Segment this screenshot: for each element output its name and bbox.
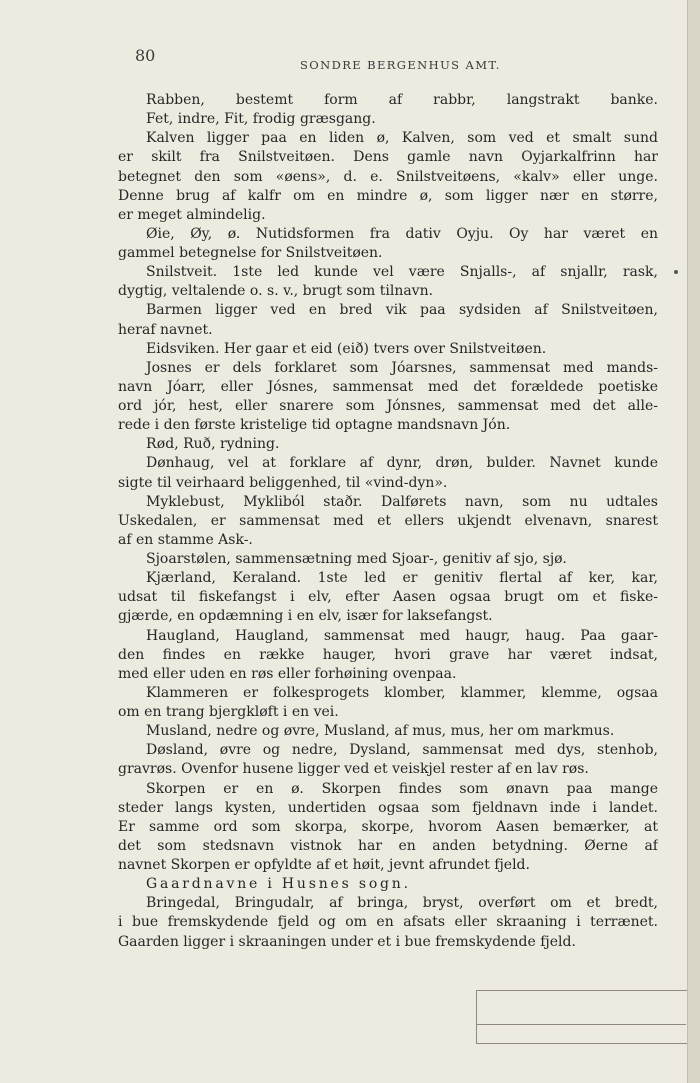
text-line: Josnes er dels forklaret som Jóarsnes, sammensat med mands- bbox=[146, 359, 658, 376]
text-line: Skorpen er en ø. Skorpen findes som ønavn paa mange bbox=[146, 780, 658, 797]
text-line: sigte til veirhaard beliggenhed, til «vind-dyn». bbox=[118, 474, 448, 491]
text-line: gravrøs. Ovenfor husene ligger ved et veiskjel rester af en lav røs. bbox=[118, 761, 589, 778]
text-line: Bringedal, Bringudalr, af bringa, bryst, overført om et bredt, bbox=[146, 895, 658, 912]
page-number: 80 bbox=[135, 46, 156, 65]
text-line: steder langs kysten, undertiden ogsaa som fjeldnavn inde i landet. bbox=[118, 799, 658, 816]
text-line: Er samme ord som skorpa, skorpe, hvorom Aasen bemærker, at bbox=[118, 818, 658, 835]
text-line: betegnet den som «øens», d. e. Snilstveitøens, «kalv» eller unge. bbox=[118, 168, 658, 185]
text-line: den findes en række hauger, hvori grave har været indsat, bbox=[118, 646, 658, 663]
text-line: Rød, Ruð, rydning. bbox=[146, 436, 280, 453]
text-line: gammel betegnelse for Snilstveitøen. bbox=[118, 245, 383, 261]
body-text bbox=[118, 91, 658, 952]
section-heading: Gaardnavne i Husnes sogn. bbox=[146, 876, 411, 893]
text-line: Kjærland, Keraland. 1ste led er genitiv flertal af ker, kar, bbox=[146, 570, 658, 587]
text-line: ord jór, hest, eller snarere som Jónsnes, sammensat med det alle- bbox=[118, 398, 658, 414]
text-line: Gaarden ligger i skraaningen under et i bue fremskydende fjeld. bbox=[118, 933, 576, 950]
text-line: navnet Skorpen er opfyldte af et høit, jevnt afrundet fjeld. bbox=[118, 857, 530, 873]
library-stamp-line bbox=[476, 1024, 686, 1025]
text-line: Haugland, Haugland, sammensat med haugr, haug. Paa gaar- bbox=[146, 627, 658, 644]
library-stamp-box bbox=[476, 990, 688, 1044]
text-line: Rabben, bestemt form af rabbr, langstrakt banke. bbox=[146, 92, 658, 108]
text-line: Fet, indre, Fit, frodig græsgang. bbox=[146, 111, 376, 128]
text-line: udsat til fiskefangst i elv, efter Aasen ogsaa brugt om et fiske- bbox=[118, 589, 658, 606]
text-line: Myklebust, Mykliból staðr. Dalførets navn, som nu udtales bbox=[146, 493, 658, 510]
text-line: Sjoarstølen, sammensætning med Sjoar-, genitiv af sjo, sjø. bbox=[146, 551, 567, 567]
text-line: Eidsviken. Her gaar et eid (eið) tvers over Snilstveitøen. bbox=[146, 340, 547, 357]
text-line: Musland, nedre og øvre, Musland, af mus, mus, her om markmus. bbox=[146, 723, 615, 740]
text-line: rede i den første kristelige tid optagne mandsnavn Jón. bbox=[118, 417, 511, 434]
text-line: Barmen ligger ved en bred vik paa sydsiden af Snilstveitøen, bbox=[146, 302, 658, 319]
text-line: Kalven ligger paa en liden ø, Kalven, som ved et smalt sund bbox=[146, 130, 658, 147]
text-line: med eller uden en røs eller forhøining ovenpaa. bbox=[118, 665, 457, 682]
text-line: i bue fremskydende fjeld og om en afsats eller skraaning i terrænet. bbox=[118, 914, 658, 931]
text-line: Øie, Øy, ø. Nutidsformen fra dativ Oyju. Oy har været en bbox=[146, 225, 658, 242]
text-line: af en stamme Ask-. bbox=[118, 531, 253, 548]
text-line: Snilstveit. 1ste led kunde vel være Snjalls-, af snjallr, rask, bbox=[146, 264, 658, 281]
text-line: gjærde, en opdæmning i en elv, især for laksefangst. bbox=[118, 608, 493, 625]
page-edge bbox=[687, 0, 700, 1083]
text-line: det som stedsnavn vistnok har en anden betydning. Øerne af bbox=[118, 837, 658, 854]
text-line: er skilt fra Snilstveitøen. Dens gamle navn Oyjarkalfrinn har bbox=[118, 149, 658, 166]
text-line: navn Jóarr, eller Jósnes, sammensat med det forældede poetiske bbox=[118, 378, 658, 395]
text-line: Klammeren er folkesprogets klomber, klammer, klemme, ogsaa bbox=[146, 684, 658, 701]
text-line: heraf navnet. bbox=[118, 321, 213, 338]
text-line: Denne brug af kalfr om en mindre ø, som ligger nær en større, bbox=[118, 187, 658, 204]
text-line: dygtig, veltalende o. s. v., brugt som tilnavn. bbox=[118, 283, 434, 300]
text-line: Uskedalen, er sammensat med et ellers ukjendt elvenavn, snarest bbox=[118, 512, 658, 529]
margin-mark bbox=[674, 270, 678, 274]
text-line: om en trang bjergkløft i en vei. bbox=[118, 704, 339, 720]
text-line: er meget almindelig. bbox=[118, 206, 266, 223]
page-header bbox=[135, 46, 655, 76]
running-title: SONDRE BERGENHUS AMT. bbox=[300, 58, 501, 72]
text-line: Døsland, øvre og nedre, Dysland, sammensat med dys, stenhob, bbox=[146, 742, 658, 759]
text-line: Dønhaug, vel at forklare af dynr, drøn, bulder. Navnet kunde bbox=[146, 455, 658, 472]
